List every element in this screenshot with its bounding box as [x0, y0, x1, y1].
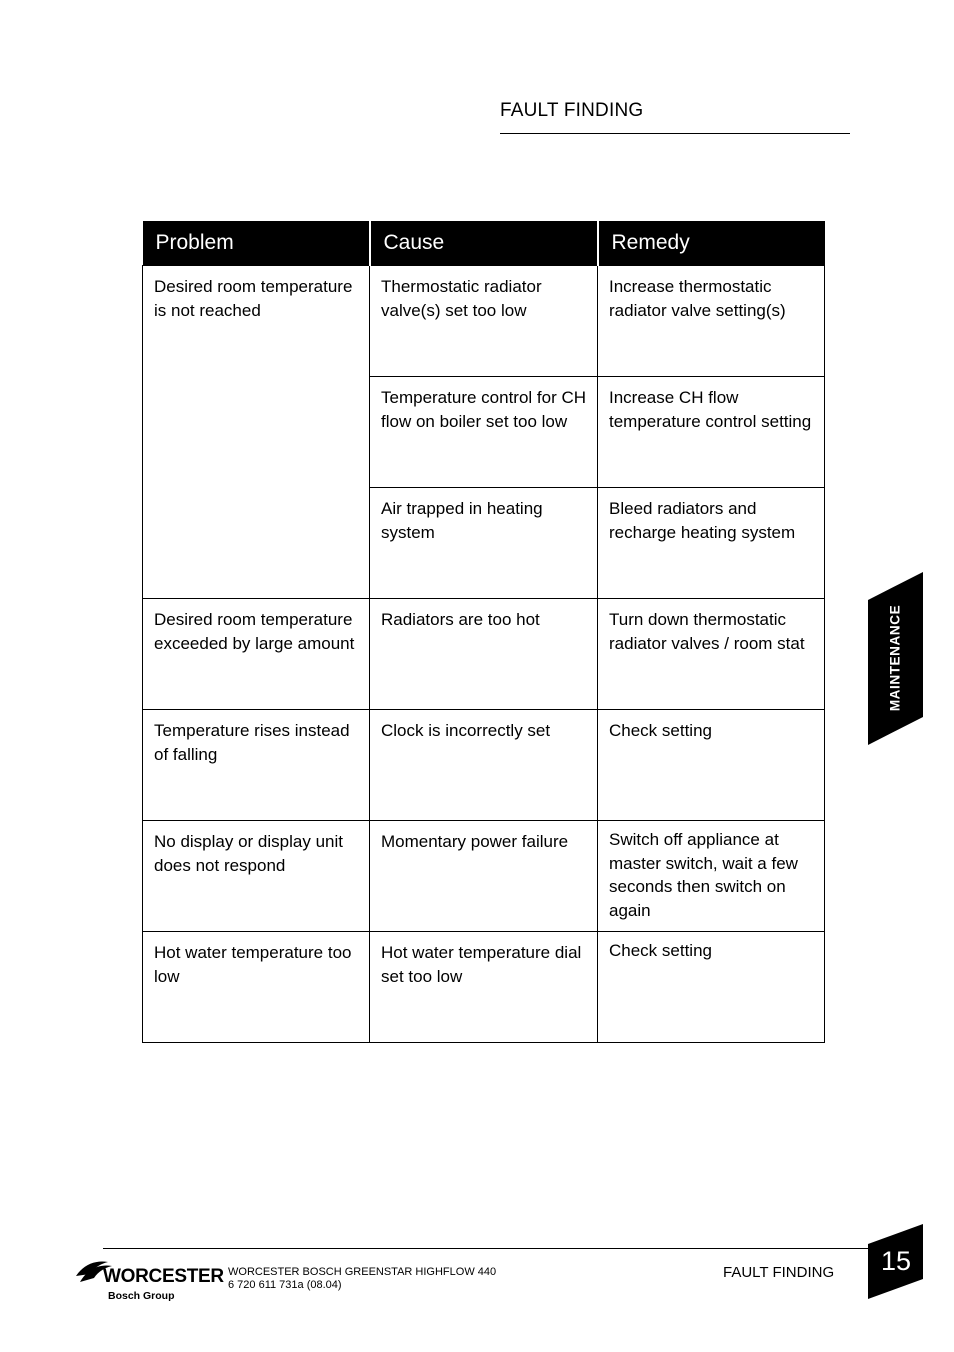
footer-doc-code: 6 720 611 731a (08.04)	[228, 1279, 342, 1291]
column-header-cause: Cause	[370, 221, 598, 266]
cause-cell: Hot water temperature dial set too low	[370, 932, 598, 1043]
logo-subtitle: Bosch Group	[108, 1290, 175, 1302]
remedy-cell: Check setting	[598, 932, 825, 1043]
problem-cell: Temperature rises instead of falling	[143, 710, 370, 821]
header-divider	[500, 133, 850, 134]
table-row	[143, 821, 825, 932]
table-row	[143, 932, 825, 1043]
fault-finding-table	[142, 221, 825, 1043]
table-row	[143, 710, 825, 821]
remedy-cell: Increase CH flow temperature control setting	[598, 377, 825, 488]
column-header-problem: Problem	[143, 221, 370, 266]
cause-cell: Clock is incorrectly set	[370, 710, 598, 821]
remedy-cell: Increase thermostatic radiator valve setting(s)	[598, 266, 825, 377]
problem-cell: No display or display unit does not respond	[143, 821, 370, 932]
table-row	[143, 599, 825, 710]
remedy-cell: Switch off appliance at master switch, wait a few seconds then switch on again	[598, 821, 825, 932]
footer-doc-title: WORCESTER BOSCH GREENSTAR HIGHFLOW 440	[228, 1266, 497, 1278]
cause-cell: Momentary power failure	[370, 821, 598, 932]
table-row	[143, 266, 825, 377]
logo-wordmark: WORCESTER	[103, 1266, 224, 1287]
table-header-row	[143, 221, 825, 266]
footer-document-info	[228, 1266, 496, 1292]
cause-cell: Temperature control for CH flow on boiler set too low	[370, 377, 598, 488]
problem-cell: Desired room temperature is not reached	[143, 266, 370, 599]
footer-divider	[103, 1248, 871, 1249]
remedy-cell: Turn down thermostatic radiator valves / room stat	[598, 599, 825, 710]
column-header-remedy: Remedy	[598, 221, 825, 266]
cause-cell: Thermostatic radiator valve(s) set too low	[370, 266, 598, 377]
problem-cell: Desired room temperature exceeded by large amount	[143, 599, 370, 710]
section-tab-label: MAINTENANCE	[887, 604, 903, 712]
remedy-cell: Check setting	[598, 710, 825, 821]
problem-cell: Hot water temperature too low	[143, 932, 370, 1043]
remedy-cell: Bleed radiators and recharge heating system	[598, 488, 825, 599]
cause-cell: Air trapped in heating system	[370, 488, 598, 599]
page-header-title: FAULT FINDING	[500, 100, 644, 121]
footer-section-name: FAULT FINDING	[723, 1264, 835, 1281]
page-number: 15	[881, 1246, 912, 1276]
cause-cell: Radiators are too hot	[370, 599, 598, 710]
